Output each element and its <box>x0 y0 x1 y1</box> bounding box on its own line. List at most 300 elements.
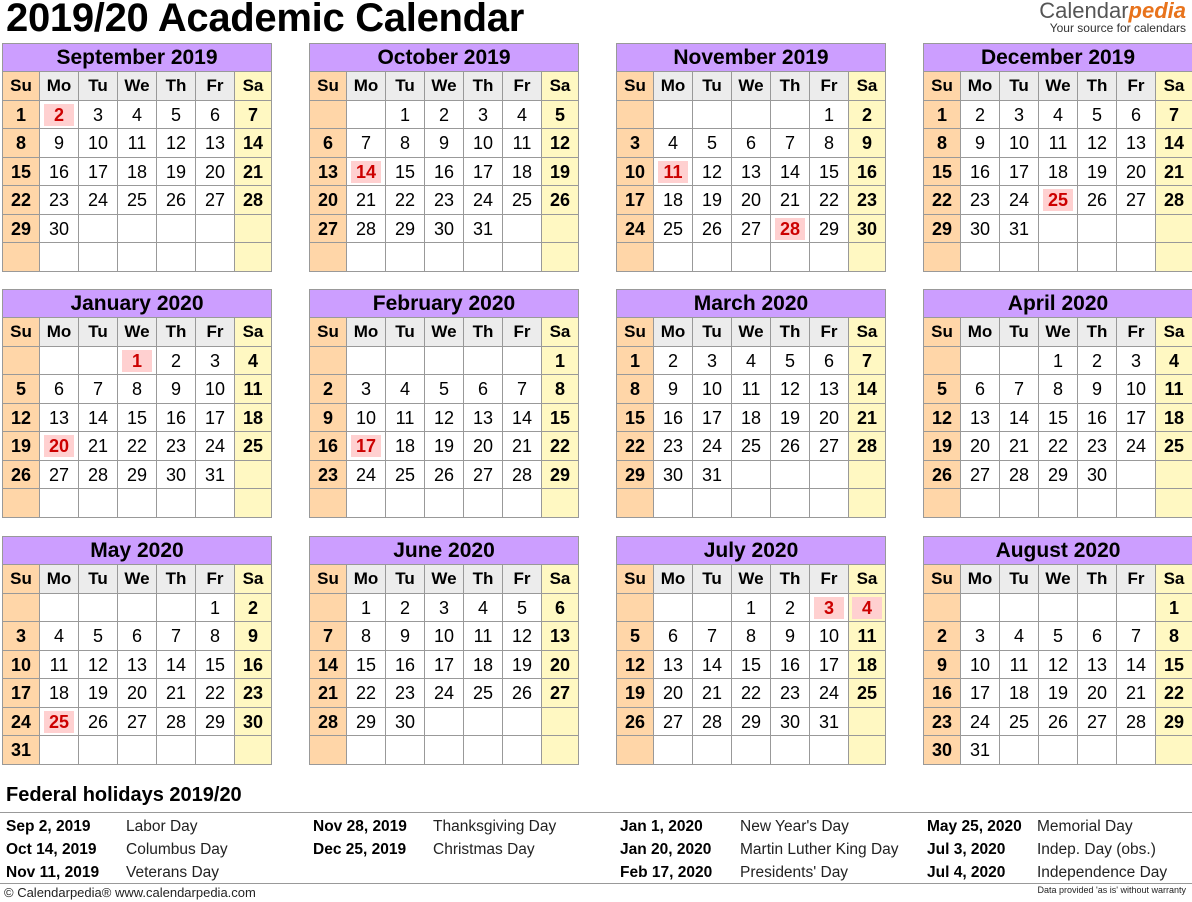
holiday-row <box>927 861 1192 884</box>
weekday-header: Fr <box>503 318 542 347</box>
empty-day-cell <box>235 215 271 244</box>
weekday-header: Su <box>924 72 961 101</box>
day-cell: 6 <box>310 129 347 158</box>
day-cell: 25 <box>1000 708 1039 737</box>
empty-day-cell <box>924 243 961 272</box>
day-cell: 12 <box>1078 129 1117 158</box>
day-cell: 18 <box>40 679 79 708</box>
holiday-row <box>6 861 271 884</box>
day-cell: 15 <box>3 158 40 187</box>
day-cell: 8 <box>924 129 961 158</box>
weekday-header: Tu <box>693 72 732 101</box>
empty-day-cell <box>1117 215 1156 244</box>
day-cell: 30 <box>40 215 79 244</box>
weekday-header: Fr <box>503 565 542 594</box>
empty-day-cell <box>542 243 578 272</box>
day-cell: 17 <box>464 158 503 187</box>
day-cell: 29 <box>924 215 961 244</box>
holiday-date: Nov 11, 2019 <box>6 864 100 881</box>
day-cell <box>347 158 386 187</box>
day-cell: 26 <box>542 186 578 215</box>
empty-day-cell <box>40 594 79 623</box>
day-cell: 19 <box>79 679 118 708</box>
day-cell: 29 <box>118 461 157 490</box>
day-cell: 19 <box>503 651 542 680</box>
month-calendar <box>923 289 1192 518</box>
empty-day-cell <box>617 594 654 623</box>
day-cell: 13 <box>464 404 503 433</box>
holiday-date: Jul 3, 2020 <box>927 841 1006 858</box>
day-cell: 6 <box>732 129 771 158</box>
day-cell: 23 <box>961 186 1000 215</box>
month-title: May 2020 <box>3 537 271 565</box>
day-cell: 26 <box>157 186 196 215</box>
empty-day-cell <box>310 243 347 272</box>
day-cell: 13 <box>196 129 235 158</box>
day-cell: 14 <box>1000 404 1039 433</box>
day-cell: 14 <box>503 404 542 433</box>
day-cell: 10 <box>1000 129 1039 158</box>
month-calendar <box>309 289 579 518</box>
day-cell: 30 <box>235 708 271 737</box>
day-cell: 10 <box>1117 375 1156 404</box>
federal-holidays-table <box>0 812 1192 884</box>
empty-day-cell <box>464 347 503 376</box>
day-cell: 25 <box>235 432 271 461</box>
weekday-header: Fr <box>1117 565 1156 594</box>
day-cell: 2 <box>849 101 885 130</box>
day-cell: 13 <box>118 651 157 680</box>
holiday-date: Jul 4, 2020 <box>927 864 1006 881</box>
empty-day-cell <box>503 347 542 376</box>
empty-day-cell <box>810 461 849 490</box>
day-cell: 8 <box>732 622 771 651</box>
day-cell: 24 <box>464 186 503 215</box>
day-cell: 25 <box>386 461 425 490</box>
holiday-column <box>927 815 1192 884</box>
day-cell: 29 <box>3 215 40 244</box>
day-cell: 21 <box>79 432 118 461</box>
day-cell: 21 <box>1156 158 1192 187</box>
day-cell: 5 <box>157 101 196 130</box>
empty-day-cell <box>464 243 503 272</box>
weekday-header: We <box>118 565 157 594</box>
day-cell: 2 <box>425 101 464 130</box>
empty-day-cell <box>503 215 542 244</box>
day-cell: 12 <box>617 651 654 680</box>
day-cell: 3 <box>617 129 654 158</box>
empty-day-cell <box>464 736 503 765</box>
day-cell: 1 <box>924 101 961 130</box>
brand-tagline: Your source for calendars <box>1049 21 1186 35</box>
day-cell: 6 <box>542 594 578 623</box>
empty-day-cell <box>347 101 386 130</box>
month-calendar <box>616 289 886 518</box>
weekday-header: Th <box>771 72 810 101</box>
day-cell: 15 <box>617 404 654 433</box>
weekday-header: We <box>425 318 464 347</box>
day-cell: 10 <box>425 622 464 651</box>
day-cell: 22 <box>1156 679 1192 708</box>
day-cell: 17 <box>617 186 654 215</box>
empty-day-cell <box>425 489 464 518</box>
day-cell: 29 <box>386 215 425 244</box>
day-cell: 13 <box>542 622 578 651</box>
holiday-column <box>620 815 899 884</box>
day-cell: 20 <box>196 158 235 187</box>
day-cell: 8 <box>810 129 849 158</box>
empty-day-cell <box>961 594 1000 623</box>
weekday-header: Mo <box>40 72 79 101</box>
day-cell: 5 <box>617 622 654 651</box>
day-cell: 27 <box>310 215 347 244</box>
empty-day-cell <box>617 101 654 130</box>
empty-day-cell <box>732 101 771 130</box>
weekday-header: Mo <box>347 318 386 347</box>
empty-day-cell <box>924 489 961 518</box>
day-cell: 9 <box>924 651 961 680</box>
day-cell: 31 <box>961 736 1000 765</box>
day-cell: 23 <box>235 679 271 708</box>
day-cell: 28 <box>1156 186 1192 215</box>
day-cell: 11 <box>235 375 271 404</box>
empty-day-cell <box>1156 736 1192 765</box>
day-cell: 12 <box>1039 651 1078 680</box>
weekday-header: Tu <box>79 72 118 101</box>
day-cell: 7 <box>503 375 542 404</box>
empty-day-cell <box>196 215 235 244</box>
day-cell: 12 <box>3 404 40 433</box>
weekday-header: Tu <box>693 565 732 594</box>
day-cell: 24 <box>693 432 732 461</box>
day-cell <box>347 432 386 461</box>
day-cell: 24 <box>196 432 235 461</box>
weekday-header: Sa <box>849 72 885 101</box>
holiday-row <box>620 861 885 884</box>
holiday-marker: 4 <box>852 597 882 619</box>
weekday-header: Su <box>924 318 961 347</box>
day-cell: 18 <box>118 158 157 187</box>
day-cell: 10 <box>79 129 118 158</box>
day-cell: 20 <box>654 679 693 708</box>
day-cell: 28 <box>310 708 347 737</box>
holiday-date: Oct 14, 2019 <box>6 841 97 858</box>
day-cell: 24 <box>1117 432 1156 461</box>
weekday-header: Mo <box>961 565 1000 594</box>
day-cell: 5 <box>1039 622 1078 651</box>
day-cell: 26 <box>617 708 654 737</box>
day-cell: 13 <box>1078 651 1117 680</box>
day-cell: 27 <box>40 461 79 490</box>
holiday-row <box>620 838 899 861</box>
day-cell: 31 <box>464 215 503 244</box>
day-cell: 23 <box>849 186 885 215</box>
day-cell: 28 <box>1000 461 1039 490</box>
empty-day-cell <box>849 736 885 765</box>
holiday-row <box>927 815 1192 838</box>
day-cell: 5 <box>425 375 464 404</box>
day-cell: 22 <box>542 432 578 461</box>
empty-day-cell <box>1078 736 1117 765</box>
holiday-marker: 20 <box>44 435 74 457</box>
empty-day-cell <box>693 101 732 130</box>
empty-day-cell <box>1156 215 1192 244</box>
day-cell: 19 <box>3 432 40 461</box>
day-cell: 17 <box>1000 158 1039 187</box>
day-cell: 15 <box>732 651 771 680</box>
empty-day-cell <box>810 736 849 765</box>
day-cell: 3 <box>79 101 118 130</box>
day-cell: 21 <box>310 679 347 708</box>
empty-day-cell <box>849 708 885 737</box>
empty-day-cell <box>1000 736 1039 765</box>
holiday-row <box>927 838 1192 861</box>
weekday-header: Fr <box>810 72 849 101</box>
empty-day-cell <box>118 736 157 765</box>
weekday-header: Tu <box>1000 565 1039 594</box>
day-cell: 14 <box>1117 651 1156 680</box>
day-cell: 11 <box>1039 129 1078 158</box>
empty-day-cell <box>157 594 196 623</box>
day-cell: 18 <box>235 404 271 433</box>
day-cell: 15 <box>542 404 578 433</box>
day-cell: 20 <box>542 651 578 680</box>
empty-day-cell <box>347 489 386 518</box>
day-cell: 12 <box>924 404 961 433</box>
day-cell: 17 <box>3 679 40 708</box>
empty-day-cell <box>386 347 425 376</box>
month-title: September 2019 <box>3 44 271 72</box>
empty-day-cell <box>79 736 118 765</box>
month-title: December 2019 <box>924 44 1192 72</box>
day-cell: 22 <box>732 679 771 708</box>
empty-day-cell <box>79 347 118 376</box>
weekday-header: Th <box>464 72 503 101</box>
holiday-row <box>313 815 578 838</box>
weekday-header: We <box>1039 72 1078 101</box>
empty-day-cell <box>542 708 578 737</box>
day-cell: 21 <box>849 404 885 433</box>
day-cell: 12 <box>79 651 118 680</box>
empty-day-cell <box>1000 347 1039 376</box>
holiday-name: Indep. Day (obs.) <box>1037 841 1156 858</box>
holiday-name: New Year's Day <box>740 818 849 835</box>
weekday-header: Mo <box>347 72 386 101</box>
empty-day-cell <box>386 243 425 272</box>
day-cell: 9 <box>1078 375 1117 404</box>
day-cell: 10 <box>464 129 503 158</box>
day-cell <box>771 215 810 244</box>
day-cell: 19 <box>617 679 654 708</box>
day-cell: 23 <box>310 461 347 490</box>
day-cell: 3 <box>961 622 1000 651</box>
weekday-header: Su <box>924 565 961 594</box>
weekday-header: Th <box>157 318 196 347</box>
weekday-header: We <box>1039 318 1078 347</box>
day-cell <box>40 101 79 130</box>
day-cell: 6 <box>118 622 157 651</box>
day-cell: 15 <box>347 651 386 680</box>
day-cell: 1 <box>386 101 425 130</box>
weekday-header: Sa <box>542 565 578 594</box>
day-cell: 6 <box>1117 101 1156 130</box>
day-cell: 29 <box>1039 461 1078 490</box>
day-cell: 30 <box>924 736 961 765</box>
holiday-date: Feb 17, 2020 <box>620 864 713 881</box>
day-cell: 27 <box>1078 708 1117 737</box>
day-cell: 9 <box>425 129 464 158</box>
day-cell: 21 <box>771 186 810 215</box>
holiday-marker: 2 <box>44 104 74 126</box>
day-cell: 9 <box>40 129 79 158</box>
day-cell: 19 <box>542 158 578 187</box>
empty-day-cell <box>693 736 732 765</box>
day-cell: 5 <box>79 622 118 651</box>
day-cell: 31 <box>810 708 849 737</box>
day-cell: 20 <box>732 186 771 215</box>
day-cell: 2 <box>961 101 1000 130</box>
empty-day-cell <box>732 461 771 490</box>
empty-day-cell <box>542 489 578 518</box>
empty-day-cell <box>3 347 40 376</box>
empty-day-cell <box>771 736 810 765</box>
weekday-header: Fr <box>196 72 235 101</box>
month-title: August 2020 <box>924 537 1192 565</box>
empty-day-cell <box>40 489 79 518</box>
day-cell: 20 <box>961 432 1000 461</box>
day-cell: 18 <box>1000 679 1039 708</box>
day-cell: 28 <box>693 708 732 737</box>
day-cell: 31 <box>1000 215 1039 244</box>
day-cell: 7 <box>771 129 810 158</box>
empty-day-cell <box>118 243 157 272</box>
day-cell: 7 <box>849 347 885 376</box>
weekday-header: Tu <box>79 318 118 347</box>
day-cell: 21 <box>235 158 271 187</box>
holiday-date: Sep 2, 2019 <box>6 818 91 835</box>
day-cell: 10 <box>347 404 386 433</box>
empty-day-cell <box>503 243 542 272</box>
empty-day-cell <box>118 489 157 518</box>
day-cell: 4 <box>732 347 771 376</box>
day-cell: 25 <box>503 186 542 215</box>
empty-day-cell <box>1000 489 1039 518</box>
holiday-marker: 25 <box>1043 189 1073 211</box>
day-cell <box>654 158 693 187</box>
day-cell: 17 <box>810 651 849 680</box>
empty-day-cell <box>464 489 503 518</box>
weekday-header: Fr <box>810 318 849 347</box>
empty-day-cell <box>849 489 885 518</box>
weekday-header: Sa <box>1156 72 1192 101</box>
day-cell: 19 <box>425 432 464 461</box>
day-cell: 26 <box>1039 708 1078 737</box>
weekday-header: Th <box>464 318 503 347</box>
day-cell: 18 <box>386 432 425 461</box>
day-cell: 26 <box>3 461 40 490</box>
day-cell: 6 <box>654 622 693 651</box>
day-cell: 20 <box>810 404 849 433</box>
weekday-header: Fr <box>196 318 235 347</box>
weekday-header: We <box>118 318 157 347</box>
day-cell: 6 <box>196 101 235 130</box>
day-cell: 11 <box>503 129 542 158</box>
day-cell: 4 <box>40 622 79 651</box>
day-cell: 22 <box>617 432 654 461</box>
day-cell: 3 <box>1000 101 1039 130</box>
weekday-header: We <box>732 72 771 101</box>
holiday-row <box>6 815 271 838</box>
day-cell: 27 <box>654 708 693 737</box>
weekday-header: Th <box>464 565 503 594</box>
weekday-header: Mo <box>654 72 693 101</box>
weekday-header: We <box>425 72 464 101</box>
day-cell: 24 <box>1000 186 1039 215</box>
empty-day-cell <box>693 243 732 272</box>
day-cell: 27 <box>196 186 235 215</box>
day-cell: 30 <box>654 461 693 490</box>
day-cell: 26 <box>924 461 961 490</box>
empty-day-cell <box>1117 594 1156 623</box>
day-cell: 11 <box>849 622 885 651</box>
month-title: January 2020 <box>3 290 271 318</box>
empty-day-cell <box>310 489 347 518</box>
brand-name-b: pedia <box>1128 0 1186 23</box>
day-cell: 14 <box>157 651 196 680</box>
day-cell: 14 <box>235 129 271 158</box>
weekday-header: Tu <box>386 565 425 594</box>
empty-day-cell <box>310 101 347 130</box>
weekday-header: Sa <box>235 318 271 347</box>
day-cell: 1 <box>732 594 771 623</box>
day-cell: 24 <box>3 708 40 737</box>
footer-disclaimer: Data provided 'as is' without warranty <box>1037 885 1186 895</box>
day-cell: 7 <box>347 129 386 158</box>
holiday-marker: 25 <box>44 711 74 733</box>
month-calendar <box>2 43 272 272</box>
holiday-name: Christmas Day <box>433 841 535 858</box>
day-cell: 16 <box>310 432 347 461</box>
day-cell: 29 <box>1156 708 1192 737</box>
day-cell: 22 <box>386 186 425 215</box>
weekday-header: Th <box>1078 565 1117 594</box>
brand-logo[interactable] <box>1039 0 1186 34</box>
empty-day-cell <box>654 489 693 518</box>
day-cell: 7 <box>235 101 271 130</box>
empty-day-cell <box>3 594 40 623</box>
empty-day-cell <box>542 736 578 765</box>
day-cell: 18 <box>732 404 771 433</box>
day-cell: 16 <box>40 158 79 187</box>
day-cell: 11 <box>464 622 503 651</box>
day-cell: 11 <box>732 375 771 404</box>
day-cell: 19 <box>1078 158 1117 187</box>
day-cell: 30 <box>1078 461 1117 490</box>
empty-day-cell <box>732 736 771 765</box>
day-cell: 16 <box>654 404 693 433</box>
holiday-marker: 14 <box>351 161 381 183</box>
day-cell: 17 <box>196 404 235 433</box>
day-cell: 8 <box>386 129 425 158</box>
empty-day-cell <box>40 736 79 765</box>
empty-day-cell <box>849 461 885 490</box>
empty-day-cell <box>347 243 386 272</box>
day-cell: 24 <box>347 461 386 490</box>
empty-day-cell <box>386 736 425 765</box>
day-cell: 8 <box>617 375 654 404</box>
day-cell: 1 <box>196 594 235 623</box>
weekday-header: Sa <box>542 318 578 347</box>
